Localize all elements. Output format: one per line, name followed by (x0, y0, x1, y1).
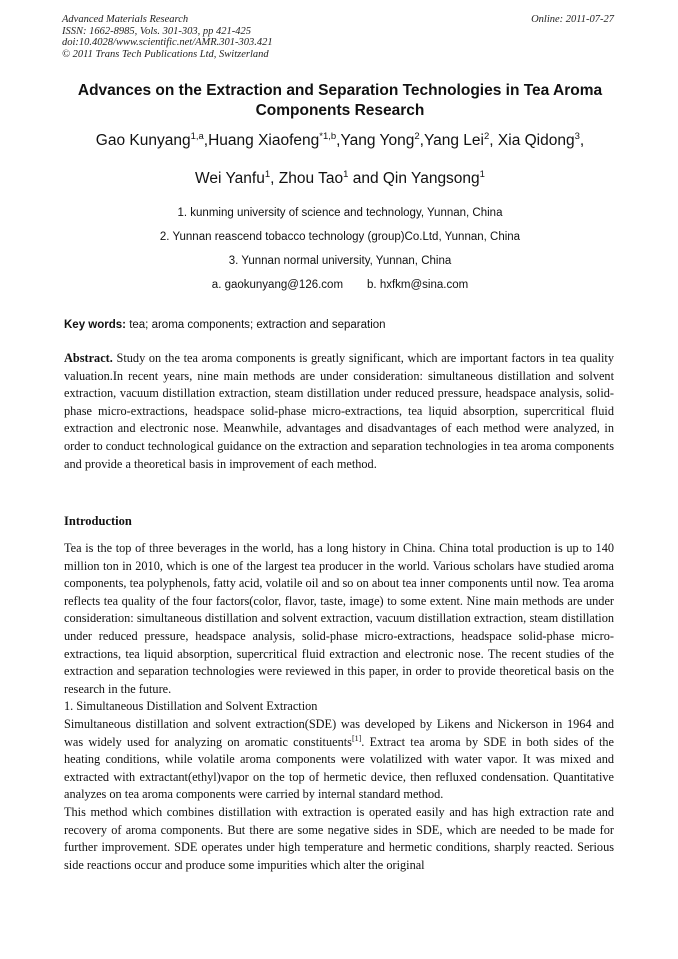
author-name: , Zhou Tao (270, 170, 344, 187)
method-paragraph: This method which combines distillation with extraction is operated easily and has high extraction rate and recovery of aroma components. But there are some negative sides in SDE, which are needed to be made for further improvement. SDE operates under high temperature and hermetic conditions, sharply reacted. Serious side reactions occur and produce some impurities which alter the original (64, 804, 614, 872)
author-separator: , (579, 132, 585, 149)
author-name: , Xia Qidong (489, 132, 575, 149)
online-date: Online: 2011-07-27 (531, 14, 614, 25)
author-name: Gao Kunyang (95, 132, 191, 149)
keywords (64, 318, 616, 332)
authors-line-1 (30, 131, 650, 151)
email-a: a. gaokunyang@126.com (211, 279, 344, 291)
author-affiliation-mark: 3 (574, 131, 580, 142)
author-name: ,Yang Yong (336, 132, 415, 149)
affiliation-2: 2. Yunnan reascend tobacco technology (group)Co.Ltd, Yunnan, China (159, 231, 521, 243)
affiliation-3: 3. Yunnan normal university, Yunnan, China (228, 255, 452, 267)
intro-paragraph: Tea is the top of three beverages in the world, has a long history in China. China total production is up to 140 million ton in 2010, which is one of the largest tea producer in the world. Various scholars have studied aroma components, tea polyphenols, fatty acid, volatile oil and so on about tea inner components until now. Tea aroma reflects tea quality of the four factors(color, flavor, taste, image) to some extent. Nine main methods are under consideration: simultaneous distillation and solvent extraction, vacuum distillation extraction, steam distillation under reduced pressure, headspace analysis, solid-phase micro-extractions, headspace solid-phase micro-extractions, tea liquid absorption, supercritical fluid extraction and electronic nose. The recent studies of the extraction and separation technologies were reviewed in this paper, in order to provide theoretical basis on the research in the future. (64, 541, 614, 696)
journal-header (62, 14, 273, 60)
keywords-label: Key words: (64, 319, 126, 331)
author-name: ,Huang Xiaofeng (203, 132, 320, 149)
author-name: and Qin Yangsong (348, 170, 480, 187)
author-affiliation-mark: 1 (479, 169, 485, 180)
email-b: b. hxfkm@sina.com (367, 279, 469, 291)
author-affiliation-mark: *1,b (319, 131, 337, 142)
copyright-line: © 2011 Trans Tech Publications Ltd, Switzerland (62, 48, 269, 60)
journal-name: Advanced Materials Research (62, 14, 189, 25)
abstract (64, 350, 614, 473)
author-affiliation-mark: 2 (414, 131, 420, 142)
author-name: Wei Yanfu (195, 170, 265, 187)
email-line (30, 278, 650, 292)
author-affiliation-mark: 1 (343, 169, 349, 180)
author-name: ,Yang Lei (419, 132, 484, 149)
sde-text-b: . Extract tea aroma by SDE in both sides of the heating conditions, while volatile aroma components were volatilized with water vapor. It was mixed and extracted with extractant(ethyl)vapor on the top of hermetic device, then refluxed condensation. Quantitative analyzes on tea aroma components were carried by internal standard method. (64, 734, 614, 802)
issn-line: ISSN: 1662-8985, Vols. 301-303, pp 421-425 (62, 25, 251, 37)
abstract-text: Study on the tea aroma components is greatly significant, which are important factors in tea quality valuation.In recent years, nine main methods are under consideration: simultaneous distillation and solvent extraction, vacuum distillation extraction, steam distillation under reduced pressure, headspace analysis, solid-phase micro-extractions, headspace solid-phase micro-extractions, tea liquid absorption, supercritical fluid extraction and electronic nose. Meanwhile, advantages and disadvantages of each method were analyzed, in order to conduct technological guidance on the extraction and separation technologies in tea aroma components and provide a theoretical basis in improvement of each method. (64, 351, 614, 471)
affiliation-1: 1. kunming university of science and technology, Yunnan, China (177, 207, 503, 219)
section-1-heading: 1. Simultaneous Distillation and Solvent Extraction (64, 699, 318, 714)
keywords-text: tea; aroma components; extraction and separation (126, 319, 386, 331)
doi-line: doi:10.4028/www.scientific.net/AMR.301-303.421 (62, 37, 273, 48)
paper-title: Advances on the Extraction and Separation Technologies in Tea Aroma Components Research (77, 82, 603, 119)
abstract-label: Abstract. (64, 351, 113, 365)
author-affiliation-mark: 1 (264, 169, 271, 180)
authors-line-2 (30, 169, 650, 189)
intro-heading: Introduction (64, 514, 132, 528)
sde-paragraph (64, 716, 614, 804)
author-affiliation-mark: 1,a (190, 131, 204, 142)
citation-ref: [1] (351, 733, 362, 743)
sde-text-a: Simultaneous distillation and solvent extraction(SDE) was developed by Likens and Nickerson in 1964 and was widely used for analyzing on aromatic constituents (64, 716, 614, 749)
author-affiliation-mark: 2 (484, 131, 490, 142)
body-text (64, 540, 614, 874)
